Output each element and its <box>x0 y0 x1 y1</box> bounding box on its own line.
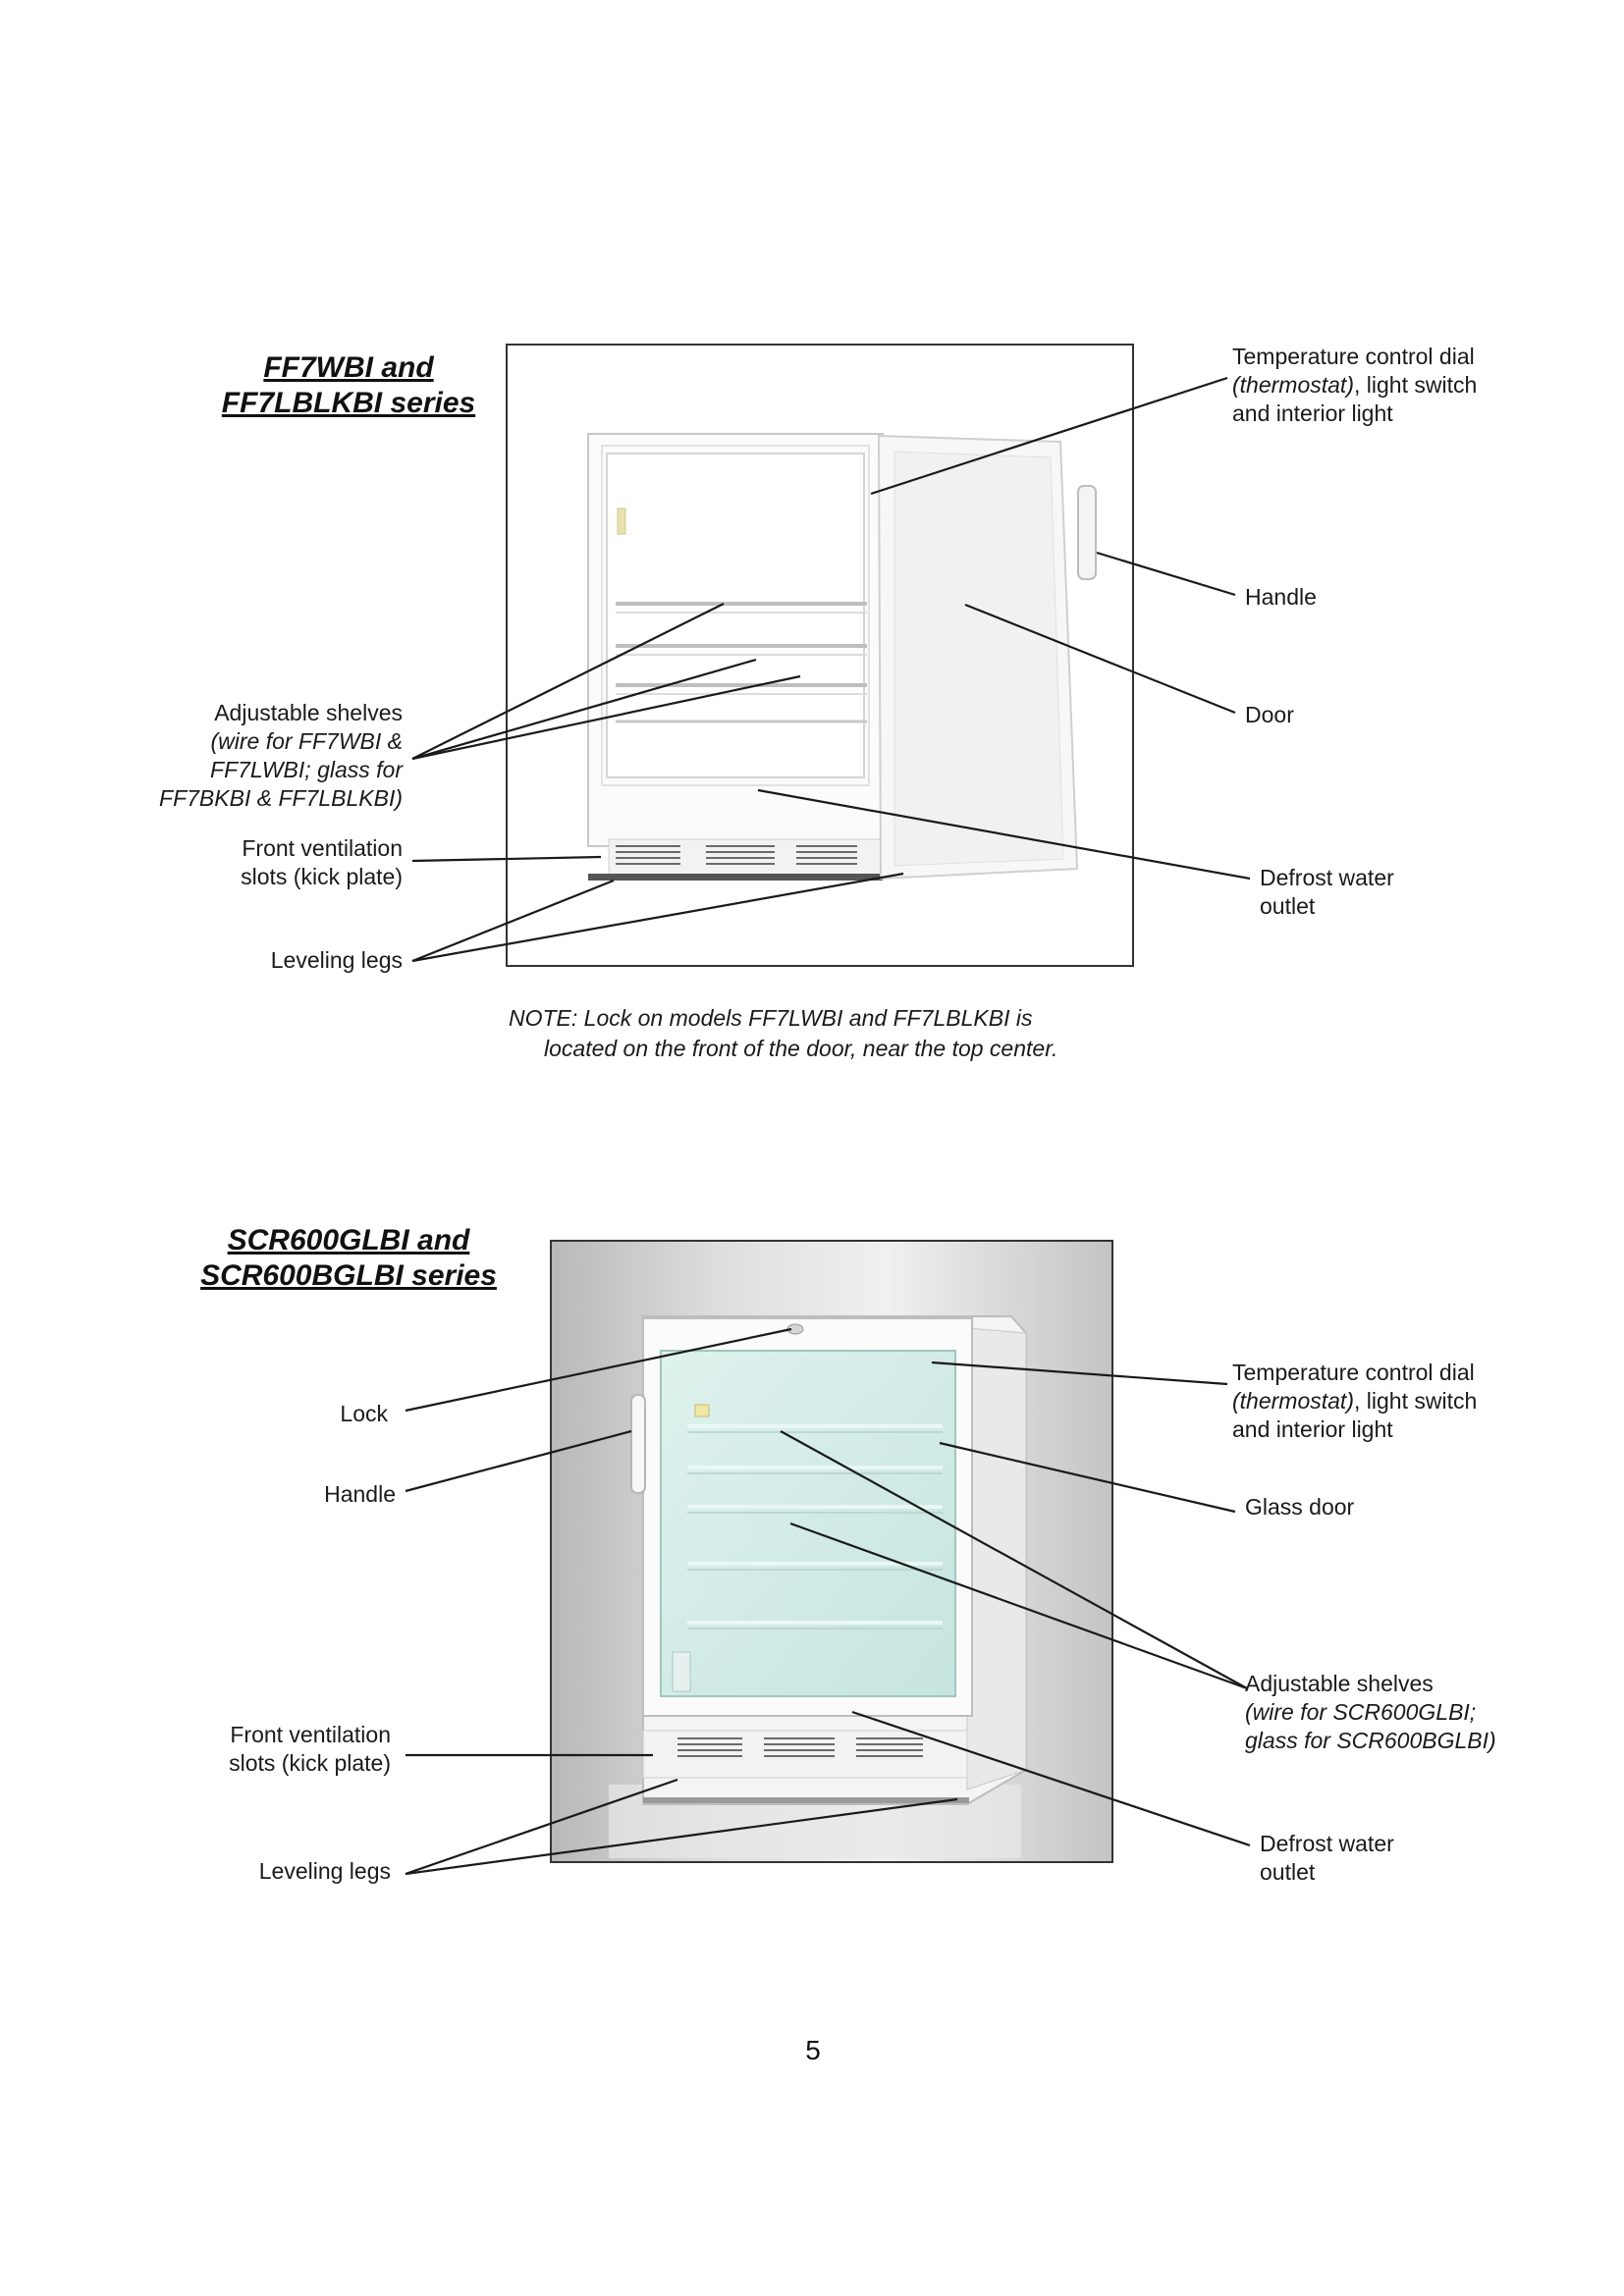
leader-shelf-1c <box>412 676 800 759</box>
front-ventilation-2-line2: slots (kick plate) <box>229 1750 391 1776</box>
temperature-control-line1: Temperature control dial <box>1232 344 1475 369</box>
leader-legs-1a <box>412 881 614 961</box>
leader-temperature-1 <box>871 378 1227 494</box>
section1-title-line2: FF7LBLKBI series <box>221 387 476 419</box>
lock-note-line2: located on the front of the door, near the top center. <box>544 1036 1058 1061</box>
glass-door-label: Glass door <box>1245 1494 1355 1520</box>
section1-title-line1: FF7WBI and <box>263 351 434 384</box>
defrost-water-2-line1: Defrost water <box>1260 1831 1394 1856</box>
leader-door-1 <box>965 605 1235 713</box>
light-switch-text-2: , light switch <box>1353 1388 1478 1414</box>
front-ventilation-line1: Front ventilation <box>242 835 403 861</box>
leader-legs-2a <box>406 1780 677 1874</box>
lock-note-line1: NOTE: Lock on models FF7LWBI and FF7LBLKBI is <box>509 1005 1033 1031</box>
leader-shelf-1a <box>412 604 724 759</box>
defrost-water-line2: outlet <box>1260 893 1316 919</box>
leader-shelf-1b <box>412 660 756 759</box>
leveling-legs-label-2: Leveling legs <box>258 1858 391 1884</box>
leader-shelf-2b <box>790 1523 1247 1688</box>
adjustable-shelves-line2: (wire for FF7WBI & <box>210 728 403 754</box>
leader-handle-2 <box>406 1431 631 1491</box>
handle-label-2: Handle <box>324 1481 396 1507</box>
front-ventilation-2-line1: Front ventilation <box>230 1722 391 1747</box>
door-label: Door <box>1245 702 1294 727</box>
leveling-legs-label: Leveling legs <box>270 947 403 973</box>
adjustable-shelves-2-line3: glass for SCR600BGLBI) <box>1245 1728 1496 1753</box>
leader-defrost-2 <box>852 1712 1250 1845</box>
defrost-water-line1: Defrost water <box>1260 865 1394 890</box>
leader-lock-2 <box>406 1329 791 1411</box>
handle-label: Handle <box>1245 584 1317 610</box>
page-number: 5 <box>805 2035 821 2065</box>
temperature-control-2-line3: and interior light <box>1232 1416 1393 1442</box>
temperature-control-2-line1: Temperature control dial <box>1232 1360 1475 1385</box>
temperature-control-line3: and interior light <box>1232 400 1393 426</box>
adjustable-shelves-2-line1: Adjustable shelves <box>1245 1671 1434 1696</box>
section2-title-line1: SCR600GLBI and <box>227 1224 470 1256</box>
leader-handle-1 <box>1097 553 1235 595</box>
thermostat-italic-2: (thermostat) <box>1232 1388 1354 1414</box>
adjustable-shelves-line4: FF7BKBI & FF7LBLKBI) <box>159 785 403 811</box>
adjustable-shelves-2-line2: (wire for SCR600GLBI; <box>1245 1699 1477 1725</box>
defrost-water-2-line2: outlet <box>1260 1859 1316 1885</box>
leader-glass-door-2 <box>940 1443 1235 1512</box>
leader-legs-2b <box>406 1799 957 1874</box>
lock-label: Lock <box>340 1401 388 1426</box>
leader-legs-1b <box>412 874 903 961</box>
leader-temperature-2 <box>932 1362 1227 1384</box>
leader-vent-1 <box>412 857 601 861</box>
thermostat-italic: (thermostat) <box>1232 372 1354 398</box>
adjustable-shelves-line1: Adjustable shelves <box>214 700 403 725</box>
leader-shelf-2a <box>781 1431 1247 1688</box>
light-switch-text: , light switch <box>1353 372 1478 398</box>
leader-defrost-1 <box>758 790 1250 879</box>
front-ventilation-line2: slots (kick plate) <box>241 864 403 889</box>
section2-title-line2: SCR600BGLBI series <box>200 1259 497 1292</box>
adjustable-shelves-line3: FF7LWBI; glass for <box>210 757 403 782</box>
